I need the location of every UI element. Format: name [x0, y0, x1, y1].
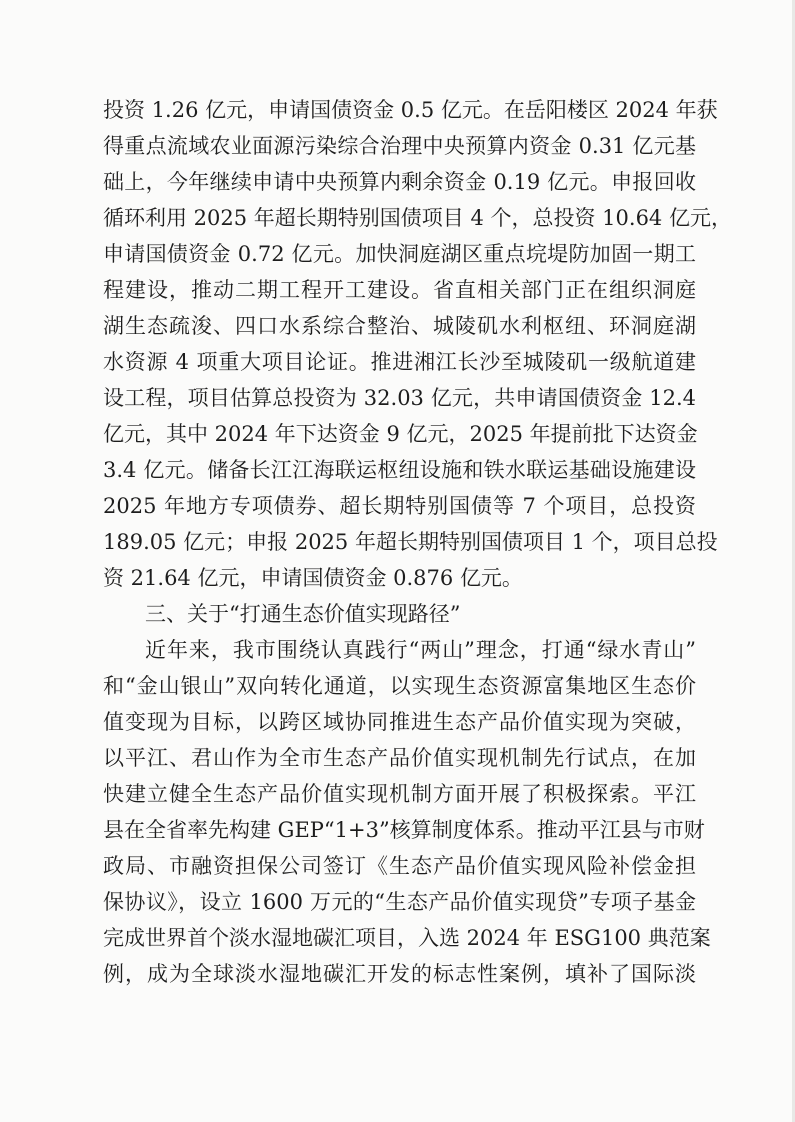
text-line: 以平江、君山作为全市生态产品价值实现机制先行试点，在加 [103, 746, 696, 770]
text-line: 资 21.64 亿元，申请国债资金 0.876 亿元。 [103, 566, 523, 590]
text-line: 例，成为全球淡水湿地碳汇开发的标志性案例，填补了国际淡 [103, 962, 696, 986]
text-line: 申请国债资金 0.72 亿元。加快洞庭湖区重点垸堤防加固一期工 [103, 242, 696, 266]
section-heading: 三、关于“打通生态价值实现路径” [145, 602, 461, 626]
text-line: 值变现为目标，以跨区域协同推进生态产品价值实现为突破， [103, 710, 696, 734]
body-text [103, 92, 732, 992]
text-line: 和“金山银山”双向转化通道，以实现生态资源富集地区生态价 [103, 674, 696, 698]
text-line: 189.05 亿元；申报 2025 年超长期特别国债项目 1 个，项目总投 [103, 530, 718, 554]
text-line: 3.4 亿元。储备长江江海联运枢纽设施和铁水联运基础设施建设 [103, 458, 696, 482]
text-line: 保协议》，设立 1600 万元的“生态产品价值实现贷”专项子基金 [103, 890, 696, 914]
text-line: 湖生态疏浚、四口水系综合整治、城陵矶水利枢纽、环洞庭湖 [103, 314, 696, 338]
paragraph-first-line: 近年来，我市围绕认真践行“两山”理念，打通“绿水青山” [145, 638, 696, 662]
text-line: 础上，今年继续申请中央预算内剩余资金 0.19 亿元。申报回收 [103, 170, 696, 194]
text-line: 2025 年地方专项债券、超长期特别国债等 7 个项目，总投资 [103, 494, 696, 518]
text-line: 投资 1.26 亿元，申请国债资金 0.5 亿元。在岳阳楼区 2024 年获 [103, 98, 718, 122]
text-line: 水资源 4 项重大项目论证。推进湘江长沙至城陵矶一级航道建 [103, 350, 696, 374]
text-line: 程建设，推动二期工程开工建设。省直相关部门正在组织洞庭 [103, 278, 696, 302]
text-line: 完成世界首个淡水湿地碳汇项目，入选 2024 年 ESG100 典范案 [103, 926, 711, 950]
text-line: 得重点流域农业面源污染综合治理中央预算内资金 0.31 亿元基 [103, 134, 696, 158]
text-line: 快建立健全生态产品价值实现机制方面开展了积极探索。平江 [103, 782, 696, 806]
text-line: 县在全省率先构建 GEP“1+3”核算制度体系。推动平江县与市财 [103, 818, 705, 842]
text-line: 政局、市融资担保公司签订《生态产品价值实现风险补偿金担 [103, 854, 696, 878]
text-line: 循环利用 2025 年超长期特别国债项目 4 个，总投资 10.64 亿元， [103, 206, 732, 230]
text-line: 亿元，其中 2024 年下达资金 9 亿元，2025 年提前批下达资金 [103, 422, 698, 446]
text-line: 设工程，项目估算总投资为 32.03 亿元，共申请国债资金 12.4 [103, 386, 696, 410]
